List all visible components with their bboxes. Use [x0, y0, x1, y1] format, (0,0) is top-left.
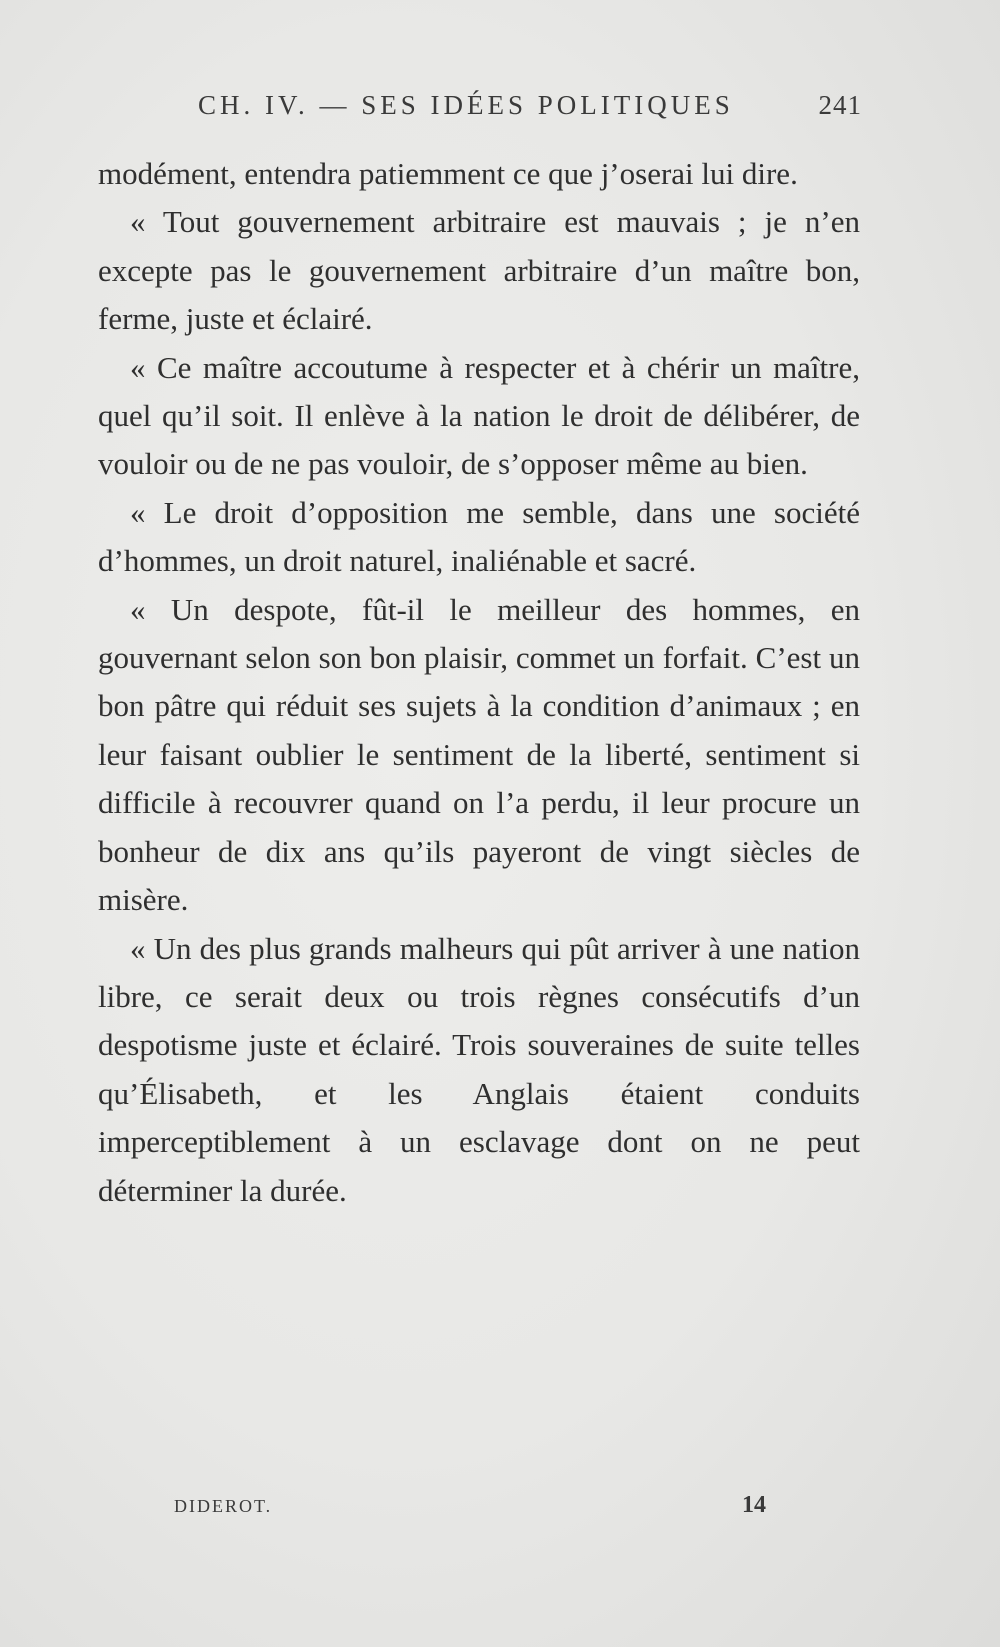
- signature-mark: DIDEROT.: [174, 1496, 273, 1516]
- paragraph: « Un despote, fût-il le meilleur des hommes, en gouvernant selon son bon plaisir, commet un forfait. C’est un bon pâtre qui réduit ses sujets à la condition d’animaux ; en leur faisant oublier le sentiment de la liberté, sentiment si difficile à recouvrer quand on l’a perdu, il leur procure un bonheur de dix ans qu’ils payeront de vingt siècles de misère.: [98, 591, 860, 918]
- page-footer: [98, 1492, 862, 1532]
- sheet-number: 14: [742, 1492, 766, 1518]
- page-number: 241: [818, 90, 862, 120]
- paragraph: « Un des plus grands malheurs qui pût arriver à une nation libre, ce serait deux ou trois règnes consécutifs d’un despotisme juste et éclairé. Trois souveraines de suite telles qu’Élisabeth, et les Anglais étaient conduits imperceptiblement à un esclavage dont on ne peut déterminer la durée.: [98, 930, 860, 1208]
- paragraph: « Le droit d’opposition me semble, dans une société d’hommes, un droit naturel, inaliénable et sacré.: [98, 494, 860, 579]
- body-text: [98, 150, 860, 1215]
- paragraph: « Ce maître accoutume à respecter et à chérir un maître, quel qu’il soit. Il enlève à la nation le droit de délibérer, de vouloir ou de ne pas vouloir, de s’opposer même au bien.: [98, 349, 860, 482]
- paragraph: « Tout gouvernement arbitraire est mauvais ; je n’en excepte pas le gouvernement arbitraire d’un maître bon, ferme, juste et éclairé.: [98, 204, 860, 337]
- paragraph: modément, entendra patiemment ce que j’oserai lui dire.: [98, 156, 798, 191]
- running-head: [98, 90, 862, 130]
- chapter-title: CH. IV. — SES IDÉES POLITIQUES: [198, 90, 734, 120]
